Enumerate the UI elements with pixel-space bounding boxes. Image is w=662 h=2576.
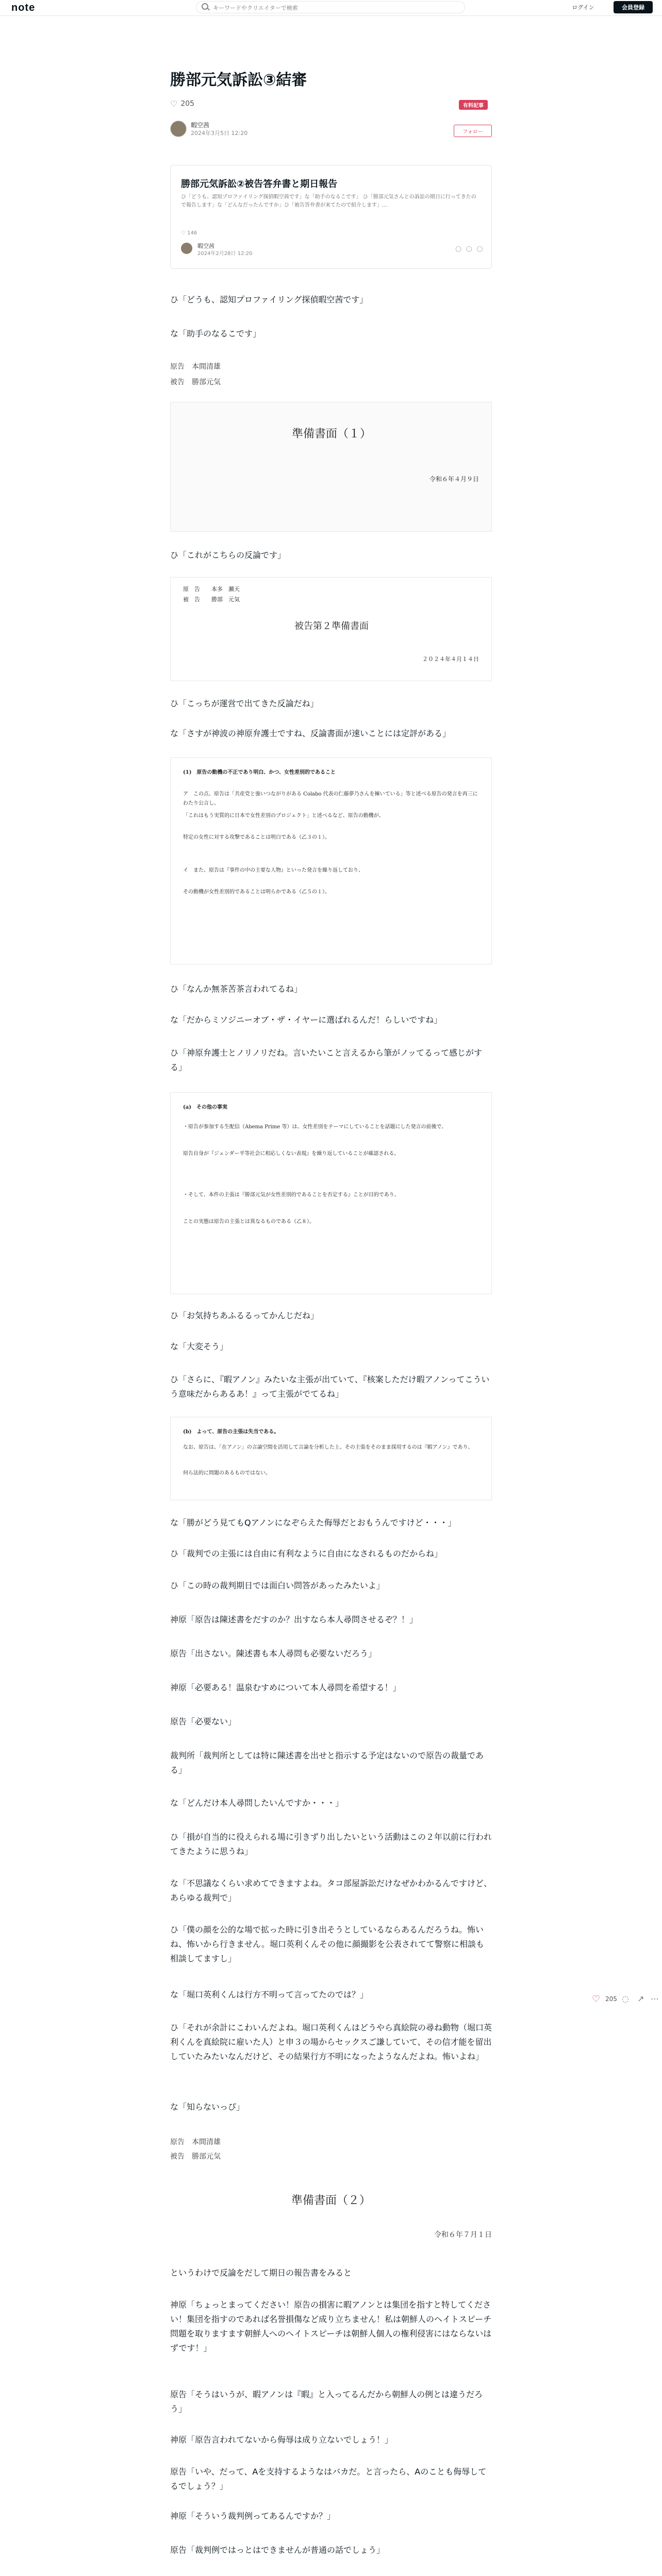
party-line: 原告 本間清雄 — [170, 363, 221, 371]
dialogue-line: ひ「損が自当的に役えられる場に引きずり出したいという活動はこの２年以前に行われてきたように思うね」 — [170, 1832, 492, 1856]
dialogue-line: ひ「さらに、『暇アノン』みたいな主張が出ていて、『核案しただけ暇アノンってこういう意味だからあるあ！』って主張がでてるね」 — [170, 1375, 490, 1399]
doc-text: 特定の女性に対する攻撃であることは明白である（乙３の１）。 — [183, 835, 330, 840]
signup-button[interactable]: 会員登録 — [614, 1, 653, 13]
dialogue-line: な「どんだけ本人尋問したいんですか・・・」 — [170, 1798, 344, 1808]
doc-text: (b) よって、原告の主張は失当である。 — [183, 1429, 279, 1435]
embed-heart-icon: ♡ — [181, 230, 188, 236]
embed-author: 暇空茜 — [197, 243, 214, 249]
dialogue-line: ひ「神原弁護士とノリノリだね。言いたいこと言えるから筆がノッてるって感じがする」 — [170, 1048, 482, 1072]
like-heart-icon[interactable]: ♡ — [592, 1994, 601, 2005]
dialogue-line: な「大変そう」 — [170, 1342, 228, 1351]
paid-badge: 有料記事 — [459, 100, 488, 110]
embedded-article-card[interactable] — [170, 165, 492, 269]
dialogue-line: 神原「ちょっとまってください！原告の損害に暇アノンとは集団を指すと特してください！集団を指すのであれば名誉損傷など成り立ちません！私は朝鮮人のヘイトスピーチ問題を取りますます朝鮮人へのヘイトスピーチは朝鮮人個人の権利侵害にはならないはずです！」 — [170, 2300, 492, 2353]
doc-text: 何ら法的に問題のあるものではない。 — [183, 1470, 271, 1476]
author-name[interactable]: 暇空茜 — [191, 122, 210, 129]
like-count: 205 — [180, 99, 195, 108]
comment-icon[interactable]: ◌ — [622, 1994, 629, 2004]
dialogue-line: というわけで反論をだして期日の報告書をみると — [170, 2268, 352, 2278]
doc-text: 「これはもう実質的に日本で女性差別のプロジェクト」と述べるなど、原告の動機が、 — [183, 813, 384, 819]
doc-text: なお、原告は、「在アノン」の言論空間を活用して言論を分析した上、その主張をそのまま採用するのは『暇アノン』であり、 — [183, 1445, 473, 1450]
doc-title: 被告第２準備書面 — [294, 621, 369, 632]
doc-text: ・原告が参加する生配信（Abema Prime 等）は、女性差別をテーマにしていることを話題にした発言の前後で、 — [183, 1124, 447, 1130]
dialogue-line: ひ「これがこちらの反論です」 — [170, 550, 286, 560]
top-header — [0, 0, 662, 16]
document-image — [170, 1092, 492, 1294]
more-icon[interactable]: ⋯ — [651, 1994, 659, 2004]
floating-action-bar — [592, 1994, 662, 2007]
embed-like-value: 146 — [187, 230, 197, 236]
doc-title: 準備書面（２） — [291, 2194, 371, 2207]
follow-button[interactable]: フォロー — [454, 125, 492, 137]
doc-text: その動機が女性差別的であることは明らかである（乙５の１）。 — [183, 889, 330, 895]
document-image — [170, 757, 492, 964]
dialogue-line: な「さすが神波の神原弁護士ですね、反論書面が速いことには定評がある」 — [170, 728, 451, 738]
document-image — [170, 402, 492, 532]
dialogue-line: ひ「それが余計にこわいんだよね。堀口英利くんはどうやら真絵院の尋ね動物（堀口英利くんを真絵院に雇いた人）と申３の場からセックスご謙していて、その信才能を留出していたみたいなんだけど、その結果行方不明になったようなんだよね。怖いよね」 — [170, 2023, 492, 2061]
floating-like-count: 205 — [605, 1995, 617, 2003]
login-button[interactable]: ログイン — [560, 1, 606, 13]
dialogue-line: な「勝がどう見てもQアノンになぞらえた侮辱だとおもうんですけど・・・」 — [170, 1518, 456, 1528]
author-block — [170, 121, 492, 141]
heart-icon[interactable]: ♡ — [170, 99, 178, 109]
party-line: 被告 勝部元気 — [170, 378, 221, 386]
dialogue-line: ひ「僕の顔を公的な場で拡った時に引き出そうとしているならあるんだろうね。怖いね、怖いから行きません。堀口英利くんその他に顔撮影を公表されてて警察に相談も相談してますし」 — [170, 1925, 484, 1963]
dialogue-line: な「助手のなるこです」 — [170, 329, 261, 338]
doc-party: 被 告 勝部 元気 — [183, 596, 240, 603]
dialogue-line: 神原「そういう裁判例ってあるんですか？」 — [170, 2511, 336, 2521]
dialogue-line: な「不思議なくらい求めてできますよね。タコ部屋訴訟だけなぜかわかるんですけど、あらゆる裁判で」 — [170, 1878, 492, 1903]
document-image — [170, 577, 492, 681]
dialogue-line: 原告「出さない。陳述書も本人尋問も必要ないだろう」 — [170, 1649, 377, 1658]
share-icon[interactable]: ↗ — [637, 1994, 644, 2004]
embed-like-count — [181, 230, 197, 236]
doc-text: 原告自身が『ジェンダー平等社会に相応しくない表現』を繰り返していることが確認される。 — [183, 1151, 400, 1157]
like-row — [170, 99, 194, 109]
dialogue-line: 原告「必要ない」 — [170, 1717, 237, 1726]
doc-text: ア この点、原告は「共産党と強いつながりがある Colabo 代表の仁藤夢乃さんを擁いている」等と述べる原告の発言を再三にわたり公言し、 — [183, 791, 478, 806]
doc-text: (1) 原告の動機の不正であり明白、かつ、女性差別的であること — [183, 770, 336, 775]
dialogue-line: 神原「必要ある！温泉むすめについて本人尋問を希望する！」 — [170, 1683, 401, 1692]
dialogue-line: な「知らないっぴ」 — [170, 2102, 245, 2112]
search-icon — [202, 3, 208, 10]
doc-title: 準備書面（１） — [291, 428, 371, 440]
dialogue-line: ひ「どうも、認知プロファイリング探偵暇空茜です」 — [170, 295, 368, 304]
doc-date: ２０２４年４月１４日 — [422, 656, 479, 663]
embed-date: 2024年2月28日 12:20 — [197, 251, 253, 257]
doc-date: 令和６年４月９日 — [429, 476, 479, 483]
doc-text: ことの実態は原告の主張とは異なるものである（乙８）。 — [183, 1219, 315, 1225]
dialogue-line: 神原「原告言われてないから侮辱は成り立ないでしょう！」 — [170, 2435, 393, 2445]
search-box[interactable] — [196, 1, 465, 13]
embed-more-icon[interactable]: ○ ○ ○ — [455, 245, 484, 253]
party-line: 原告 本間清雄 — [170, 2138, 221, 2146]
dialogue-line: ひ「この時の裁判期日では面白い問答があったみたいよ」 — [170, 1581, 385, 1590]
dialogue-line: 原告「いや、だって、Aを支持するようなはバカだ。と言ったら、Aのことも侮辱してるでしょう？」 — [170, 2467, 487, 2491]
party-line: 被告 勝部元気 — [170, 2153, 221, 2161]
dialogue-line: 原告「そうはいうが、暇アノンは『暇』と入ってるんだから朝鮮人の例とは違うだろう」 — [170, 2389, 483, 2414]
doc-date: 令和６年７月１日 — [434, 2231, 492, 2239]
doc-text: ・そして、本件の主張は『勝部元気が女性差別的であることを否定する』ことが目的であり、 — [183, 1192, 400, 1198]
note-logo[interactable]: note — [11, 2, 36, 13]
dialogue-line: ひ「裁判での主張には自由に有利なように自由になされるものだからね」 — [170, 1549, 443, 1558]
publish-date: 2024年3月5日 12:20 — [191, 130, 248, 137]
dialogue-line: 裁判所「裁判所としては特に陳述書を出せと指示する予定はないので原告の裁量である」 — [170, 1751, 484, 1775]
embed-excerpt: ひ「どうも、認知プロファイリング探偵暇空茜です」な「助手のなるこです」 ひ「勝部元気さんとの訴訟の期日に行ってきたので報告します」な「どんなだったんですか」ひ「被告答弁書が来てたので紹介します」… — [181, 194, 476, 208]
embed-avatar — [181, 243, 192, 254]
embed-title[interactable]: 勝部元気訴訟②被告答弁書と期日報告 — [181, 179, 338, 190]
doc-text: イ また、原告は『事件の中の主要な人物』といった発言を繰り返しており、 — [183, 868, 363, 873]
doc-text: (a) その他の事実 — [183, 1105, 227, 1110]
dialogue-line: 神原「原告は陳述書をだすのか？出すなら本人尋問させるぞ？！」 — [170, 1615, 418, 1624]
dialogue-line: ひ「お気持ちあふるるってかんじだね」 — [170, 1311, 319, 1320]
dialogue-line: 原告「裁判例ではっとはできませんが普通の話でしょう」 — [170, 2545, 385, 2555]
doc-party: 原 告 本多 瀬天 — [183, 586, 240, 592]
dialogue-line: な「堀口英利くんは行方不明って言ってたのでは？」 — [170, 1990, 369, 1999]
search-input[interactable] — [212, 2, 456, 14]
article-title: 勝部元気訴訟③結審 — [170, 71, 307, 89]
dialogue-line: ひ「なんか無茶苦茶言われてるね」 — [170, 984, 303, 994]
dialogue-line: な「だからミソジニーオブ・ザ・イヤーに選ばれるんだ！らしいですね」 — [170, 1015, 442, 1025]
dialogue-line: ひ「こっちが運営で出てきた反論だね」 — [170, 699, 319, 708]
author-avatar[interactable] — [170, 121, 187, 137]
document-image — [170, 1417, 492, 1500]
